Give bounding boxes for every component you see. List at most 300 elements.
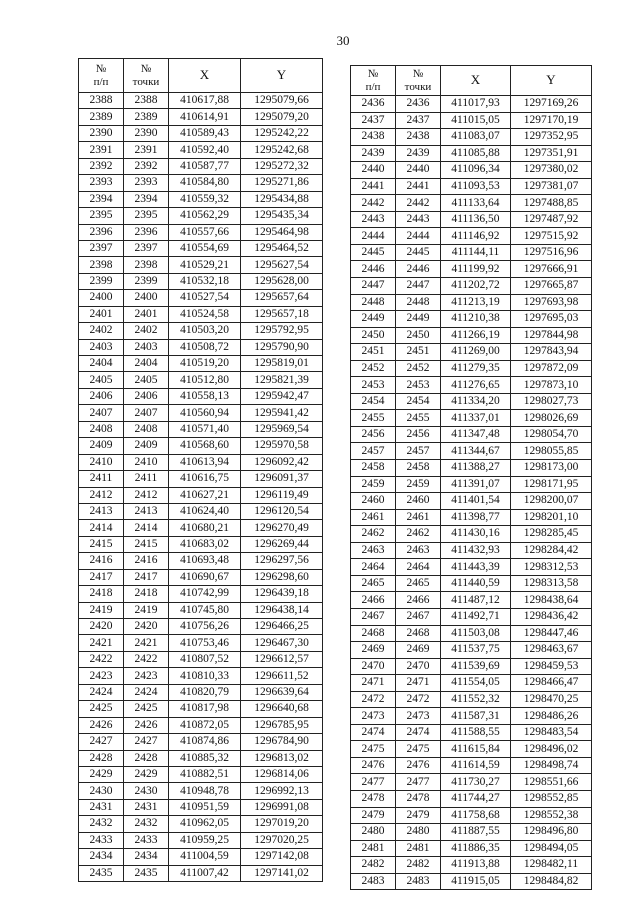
cell-y: 1296639,64 [241, 684, 323, 700]
cell-row-number: 2428 [79, 750, 124, 766]
cell-point-number: 2426 [124, 717, 169, 733]
table-row [351, 476, 592, 493]
table-row [351, 873, 592, 890]
cell-row-number: 2431 [79, 799, 124, 815]
table-row [79, 208, 323, 224]
cell-y: 1295792,95 [241, 323, 323, 339]
cell-x: 411587,31 [441, 708, 511, 725]
cell-x: 411136,50 [441, 211, 511, 228]
cell-x: 410532,18 [169, 273, 241, 289]
cell-x: 411337,01 [441, 410, 511, 427]
cell-y: 1296270,49 [241, 520, 323, 536]
table-row [351, 642, 592, 659]
cell-y: 1297693,98 [511, 294, 592, 311]
cell-point-number: 2432 [124, 816, 169, 832]
cell-x: 411210,38 [441, 311, 511, 328]
cell-y: 1297666,91 [511, 261, 592, 278]
cell-point-number: 2410 [124, 454, 169, 470]
header-x: X [441, 66, 511, 96]
cell-x: 410959,25 [169, 832, 241, 848]
cell-point-number: 2442 [396, 195, 441, 212]
cell-row-number: 2446 [351, 261, 396, 278]
cell-x: 410742,99 [169, 586, 241, 602]
table-row [79, 520, 323, 536]
cell-x: 411083,07 [441, 129, 511, 146]
cell-row-number: 2468 [351, 625, 396, 642]
cell-x: 411398,77 [441, 509, 511, 526]
cell-y: 1298173,00 [511, 460, 592, 477]
cell-row-number: 2434 [79, 849, 124, 865]
cell-y: 1298552,38 [511, 807, 592, 824]
cell-point-number: 2439 [396, 145, 441, 162]
cell-y: 1297169,26 [511, 96, 592, 113]
cell-point-number: 2401 [124, 306, 169, 322]
cell-y: 1297516,96 [511, 244, 592, 261]
cell-row-number: 2464 [351, 559, 396, 576]
cell-x: 410885,32 [169, 750, 241, 766]
cell-x: 410587,77 [169, 158, 241, 174]
table-row [351, 857, 592, 874]
table-row [79, 849, 323, 865]
cell-point-number: 2440 [396, 162, 441, 179]
cell-point-number: 2483 [396, 873, 441, 890]
cell-y: 1297380,02 [511, 162, 592, 179]
cell-y: 1298551,66 [511, 774, 592, 791]
cell-point-number: 2393 [124, 175, 169, 191]
cell-x: 410559,32 [169, 191, 241, 207]
cell-point-number: 2416 [124, 553, 169, 569]
cell-y: 1298483,54 [511, 724, 592, 741]
cell-x: 410882,51 [169, 766, 241, 782]
cell-row-number: 2413 [79, 503, 124, 519]
table-row [351, 112, 592, 129]
cell-x: 410584,80 [169, 175, 241, 191]
cell-row-number: 2470 [351, 658, 396, 675]
cell-x: 411007,42 [169, 865, 241, 881]
table-row [351, 294, 592, 311]
table-row [351, 790, 592, 807]
cell-y: 1297872,09 [511, 360, 592, 377]
header-y: Y [511, 66, 592, 96]
cell-point-number: 2448 [396, 294, 441, 311]
cell-y: 1295942,47 [241, 388, 323, 404]
table-header-row [351, 66, 592, 96]
cell-row-number: 2422 [79, 651, 124, 667]
header-point-number-label: № точки [132, 63, 160, 88]
cell-x: 411279,35 [441, 360, 511, 377]
cell-point-number: 2436 [396, 96, 441, 113]
cell-row-number: 2478 [351, 790, 396, 807]
cell-x: 410508,72 [169, 339, 241, 355]
cell-x: 410589,43 [169, 125, 241, 141]
cell-point-number: 2397 [124, 240, 169, 256]
cell-y: 1298438,64 [511, 592, 592, 609]
cell-y: 1298026,69 [511, 410, 592, 427]
cell-row-number: 2462 [351, 526, 396, 543]
cell-row-number: 2423 [79, 668, 124, 684]
cell-point-number: 2422 [124, 651, 169, 667]
table-row [79, 717, 323, 733]
page-number: 30 [336, 33, 350, 48]
table-row [351, 344, 592, 361]
cell-x: 411347,48 [441, 426, 511, 443]
cell-x: 411096,34 [441, 162, 511, 179]
cell-point-number: 2437 [396, 112, 441, 129]
cell-x: 410529,21 [169, 257, 241, 273]
cell-point-number: 2419 [124, 602, 169, 618]
cell-y: 1295627,54 [241, 257, 323, 273]
cell-point-number: 2392 [124, 158, 169, 174]
cell-row-number: 2408 [79, 421, 124, 437]
header-x: X [169, 59, 241, 93]
cell-x: 410948,78 [169, 783, 241, 799]
cell-x: 411915,05 [441, 873, 511, 890]
cell-y: 1298312,53 [511, 559, 592, 576]
cell-row-number: 2426 [79, 717, 124, 733]
cell-row-number: 2460 [351, 493, 396, 510]
cell-row-number: 2432 [79, 816, 124, 832]
cell-y: 1295272,32 [241, 158, 323, 174]
cell-y: 1296466,25 [241, 619, 323, 635]
cell-y: 1295969,54 [241, 421, 323, 437]
cell-row-number: 2411 [79, 471, 124, 487]
cell-x: 411017,93 [441, 96, 511, 113]
cell-point-number: 2469 [396, 642, 441, 659]
table-row [351, 278, 592, 295]
cell-row-number: 2477 [351, 774, 396, 791]
cell-y: 1296784,90 [241, 734, 323, 750]
cell-row-number: 2463 [351, 542, 396, 559]
cell-row-number: 2448 [351, 294, 396, 311]
table-row [79, 865, 323, 881]
table-row [351, 774, 592, 791]
cell-point-number: 2464 [396, 559, 441, 576]
cell-x: 410558,13 [169, 388, 241, 404]
cell-point-number: 2412 [124, 487, 169, 503]
cell-y: 1295657,64 [241, 290, 323, 306]
cell-x: 410810,33 [169, 668, 241, 684]
cell-y: 1296611,52 [241, 668, 323, 684]
table-row [79, 816, 323, 832]
cell-point-number: 2407 [124, 405, 169, 421]
cell-row-number: 2406 [79, 388, 124, 404]
cell-x: 410524,58 [169, 306, 241, 322]
table-row [79, 832, 323, 848]
cell-y: 1298552,85 [511, 790, 592, 807]
cell-row-number: 2405 [79, 372, 124, 388]
table-row [351, 377, 592, 394]
table-header-row [79, 59, 323, 93]
table-body-right [351, 96, 592, 890]
cell-x: 411199,92 [441, 261, 511, 278]
cell-point-number: 2478 [396, 790, 441, 807]
cell-y: 1297488,85 [511, 195, 592, 212]
cell-x: 410616,75 [169, 471, 241, 487]
cell-x: 411133,64 [441, 195, 511, 212]
table-row [351, 724, 592, 741]
cell-x: 411202,72 [441, 278, 511, 295]
cell-row-number: 2414 [79, 520, 124, 536]
cell-y: 1296091,37 [241, 471, 323, 487]
table-row [351, 360, 592, 377]
cell-point-number: 2399 [124, 273, 169, 289]
table-row [79, 405, 323, 421]
cell-y: 1297695,03 [511, 311, 592, 328]
cell-y: 1298482,11 [511, 857, 592, 874]
cell-x: 411004,59 [169, 849, 241, 865]
cell-row-number: 2436 [351, 96, 396, 113]
table-row [351, 757, 592, 774]
cell-x: 411554,05 [441, 675, 511, 692]
cell-y: 1295079,66 [241, 93, 323, 109]
table-row [79, 339, 323, 355]
cell-x: 410951,59 [169, 799, 241, 815]
cell-x: 410745,80 [169, 602, 241, 618]
table-row [351, 178, 592, 195]
cell-y: 1296991,08 [241, 799, 323, 815]
cell-x: 411401,54 [441, 493, 511, 510]
cell-x: 411391,07 [441, 476, 511, 493]
cell-point-number: 2463 [396, 542, 441, 559]
cell-y: 1295657,18 [241, 306, 323, 322]
cell-x: 411758,68 [441, 807, 511, 824]
cell-y: 1296813,02 [241, 750, 323, 766]
cell-y: 1295970,58 [241, 438, 323, 454]
cell-y: 1296467,30 [241, 635, 323, 651]
cell-point-number: 2434 [124, 849, 169, 865]
cell-y: 1296439,18 [241, 586, 323, 602]
cell-row-number: 2402 [79, 323, 124, 339]
table-row [351, 493, 592, 510]
cell-row-number: 2471 [351, 675, 396, 692]
cell-y: 1298447,46 [511, 625, 592, 642]
cell-x: 411213,19 [441, 294, 511, 311]
table-row [351, 96, 592, 113]
cell-row-number: 2461 [351, 509, 396, 526]
cell-y: 1298436,42 [511, 608, 592, 625]
cell-y: 1298486,26 [511, 708, 592, 725]
cell-point-number: 2441 [396, 178, 441, 195]
cell-y: 1295079,20 [241, 109, 323, 125]
cell-x: 411388,27 [441, 460, 511, 477]
cell-x: 411552,32 [441, 691, 511, 708]
cell-x: 411588,55 [441, 724, 511, 741]
cell-row-number: 2447 [351, 278, 396, 295]
cell-y: 1298470,25 [511, 691, 592, 708]
cell-point-number: 2466 [396, 592, 441, 609]
cell-x: 411443,39 [441, 559, 511, 576]
table-row [351, 393, 592, 410]
cell-y: 1296612,57 [241, 651, 323, 667]
header-row-number [79, 59, 124, 93]
table-row [351, 509, 592, 526]
cell-row-number: 2449 [351, 311, 396, 328]
cell-y: 1297844,98 [511, 327, 592, 344]
cell-row-number: 2437 [351, 112, 396, 129]
table-row [79, 503, 323, 519]
cell-x: 411276,65 [441, 377, 511, 394]
cell-x: 411430,16 [441, 526, 511, 543]
cell-y: 1296120,54 [241, 503, 323, 519]
cell-y: 1297352,95 [511, 129, 592, 146]
cell-point-number: 2482 [396, 857, 441, 874]
table-row [351, 162, 592, 179]
table-row [79, 668, 323, 684]
cell-point-number: 2457 [396, 443, 441, 460]
table-row [351, 261, 592, 278]
cell-y: 1296640,68 [241, 701, 323, 717]
cell-x: 410512,80 [169, 372, 241, 388]
table-row [351, 443, 592, 460]
cell-row-number: 2469 [351, 642, 396, 659]
cell-y: 1298027,73 [511, 393, 592, 410]
cell-x: 410962,05 [169, 816, 241, 832]
cell-row-number: 2417 [79, 569, 124, 585]
cell-y: 1295464,52 [241, 240, 323, 256]
cell-row-number: 2455 [351, 410, 396, 427]
cell-x: 411266,19 [441, 327, 511, 344]
cell-row-number: 2400 [79, 290, 124, 306]
cell-x: 410503,20 [169, 323, 241, 339]
cell-y: 1295790,90 [241, 339, 323, 355]
cell-row-number: 2419 [79, 602, 124, 618]
table-row [79, 766, 323, 782]
table-row [79, 799, 323, 815]
cell-x: 411492,71 [441, 608, 511, 625]
cell-point-number: 2480 [396, 824, 441, 841]
cell-x: 410807,52 [169, 651, 241, 667]
table-row [351, 658, 592, 675]
cell-x: 411015,05 [441, 112, 511, 129]
cell-row-number: 2435 [79, 865, 124, 881]
cell-y: 1297141,02 [241, 865, 323, 881]
cell-row-number: 2444 [351, 228, 396, 245]
cell-x: 411344,67 [441, 443, 511, 460]
table-row [351, 244, 592, 261]
coordinates-table-left [78, 58, 323, 882]
cell-point-number: 2443 [396, 211, 441, 228]
table-row [79, 421, 323, 437]
cell-point-number: 2456 [396, 426, 441, 443]
cell-point-number: 2415 [124, 536, 169, 552]
cell-y: 1297170,19 [511, 112, 592, 129]
cell-row-number: 2390 [79, 125, 124, 141]
cell-row-number: 2397 [79, 240, 124, 256]
cell-y: 1296814,06 [241, 766, 323, 782]
cell-point-number: 2450 [396, 327, 441, 344]
cell-x: 410614,91 [169, 109, 241, 125]
cell-x: 411334,20 [441, 393, 511, 410]
table-row [79, 158, 323, 174]
cell-y: 1295435,34 [241, 208, 323, 224]
cell-row-number: 2420 [79, 619, 124, 635]
cell-row-number: 2458 [351, 460, 396, 477]
cell-y: 1298494,05 [511, 840, 592, 857]
table-row [351, 228, 592, 245]
cell-row-number: 2466 [351, 592, 396, 609]
cell-point-number: 2475 [396, 741, 441, 758]
cell-y: 1296298,60 [241, 569, 323, 585]
cell-y: 1298498,74 [511, 757, 592, 774]
cell-y: 1297020,25 [241, 832, 323, 848]
cell-point-number: 2468 [396, 625, 441, 642]
cell-x: 410753,46 [169, 635, 241, 651]
cell-point-number: 2462 [396, 526, 441, 543]
cell-x: 410624,40 [169, 503, 241, 519]
cell-x: 411144,11 [441, 244, 511, 261]
cell-row-number: 2425 [79, 701, 124, 717]
cell-row-number: 2396 [79, 224, 124, 240]
table-row [351, 608, 592, 625]
cell-point-number: 2414 [124, 520, 169, 536]
cell-y: 1297142,08 [241, 849, 323, 865]
table-row [351, 691, 592, 708]
cell-y: 1295271,86 [241, 175, 323, 191]
cell-x: 411614,59 [441, 757, 511, 774]
table-row [79, 536, 323, 552]
table-row [351, 410, 592, 427]
cell-x: 410756,26 [169, 619, 241, 635]
cell-row-number: 2441 [351, 178, 396, 195]
cell-point-number: 2430 [124, 783, 169, 799]
cell-x: 410817,98 [169, 701, 241, 717]
cell-x: 410557,66 [169, 224, 241, 240]
cell-row-number: 2394 [79, 191, 124, 207]
cell-point-number: 2427 [124, 734, 169, 750]
cell-y: 1296992,13 [241, 783, 323, 799]
cell-row-number: 2467 [351, 608, 396, 625]
cell-x: 410690,67 [169, 569, 241, 585]
cell-point-number: 2420 [124, 619, 169, 635]
table-row [79, 273, 323, 289]
cell-x: 410872,05 [169, 717, 241, 733]
cell-point-number: 2474 [396, 724, 441, 741]
cell-x: 410519,20 [169, 356, 241, 372]
table-row [351, 675, 592, 692]
table-row [351, 129, 592, 146]
cell-y: 1298285,45 [511, 526, 592, 543]
cell-x: 410527,54 [169, 290, 241, 306]
cell-row-number: 2475 [351, 741, 396, 758]
table-row [351, 824, 592, 841]
table-row [79, 290, 323, 306]
cell-y: 1297381,07 [511, 178, 592, 195]
table-row [79, 323, 323, 339]
cell-x: 411887,55 [441, 824, 511, 841]
table-row [351, 708, 592, 725]
cell-row-number: 2424 [79, 684, 124, 700]
cell-y: 1297487,92 [511, 211, 592, 228]
cell-row-number: 2443 [351, 211, 396, 228]
cell-point-number: 2413 [124, 503, 169, 519]
cell-point-number: 2454 [396, 393, 441, 410]
cell-x: 411537,75 [441, 642, 511, 659]
cell-row-number: 2433 [79, 832, 124, 848]
table-row [351, 741, 592, 758]
cell-point-number: 2452 [396, 360, 441, 377]
cell-point-number: 2398 [124, 257, 169, 273]
table-row [79, 651, 323, 667]
cell-point-number: 2459 [396, 476, 441, 493]
cell-y: 1295941,42 [241, 405, 323, 421]
cell-row-number: 2456 [351, 426, 396, 443]
table-row [79, 191, 323, 207]
cell-x: 411730,27 [441, 774, 511, 791]
cell-point-number: 2396 [124, 224, 169, 240]
table-row [351, 145, 592, 162]
cell-row-number: 2401 [79, 306, 124, 322]
cell-point-number: 2445 [396, 244, 441, 261]
